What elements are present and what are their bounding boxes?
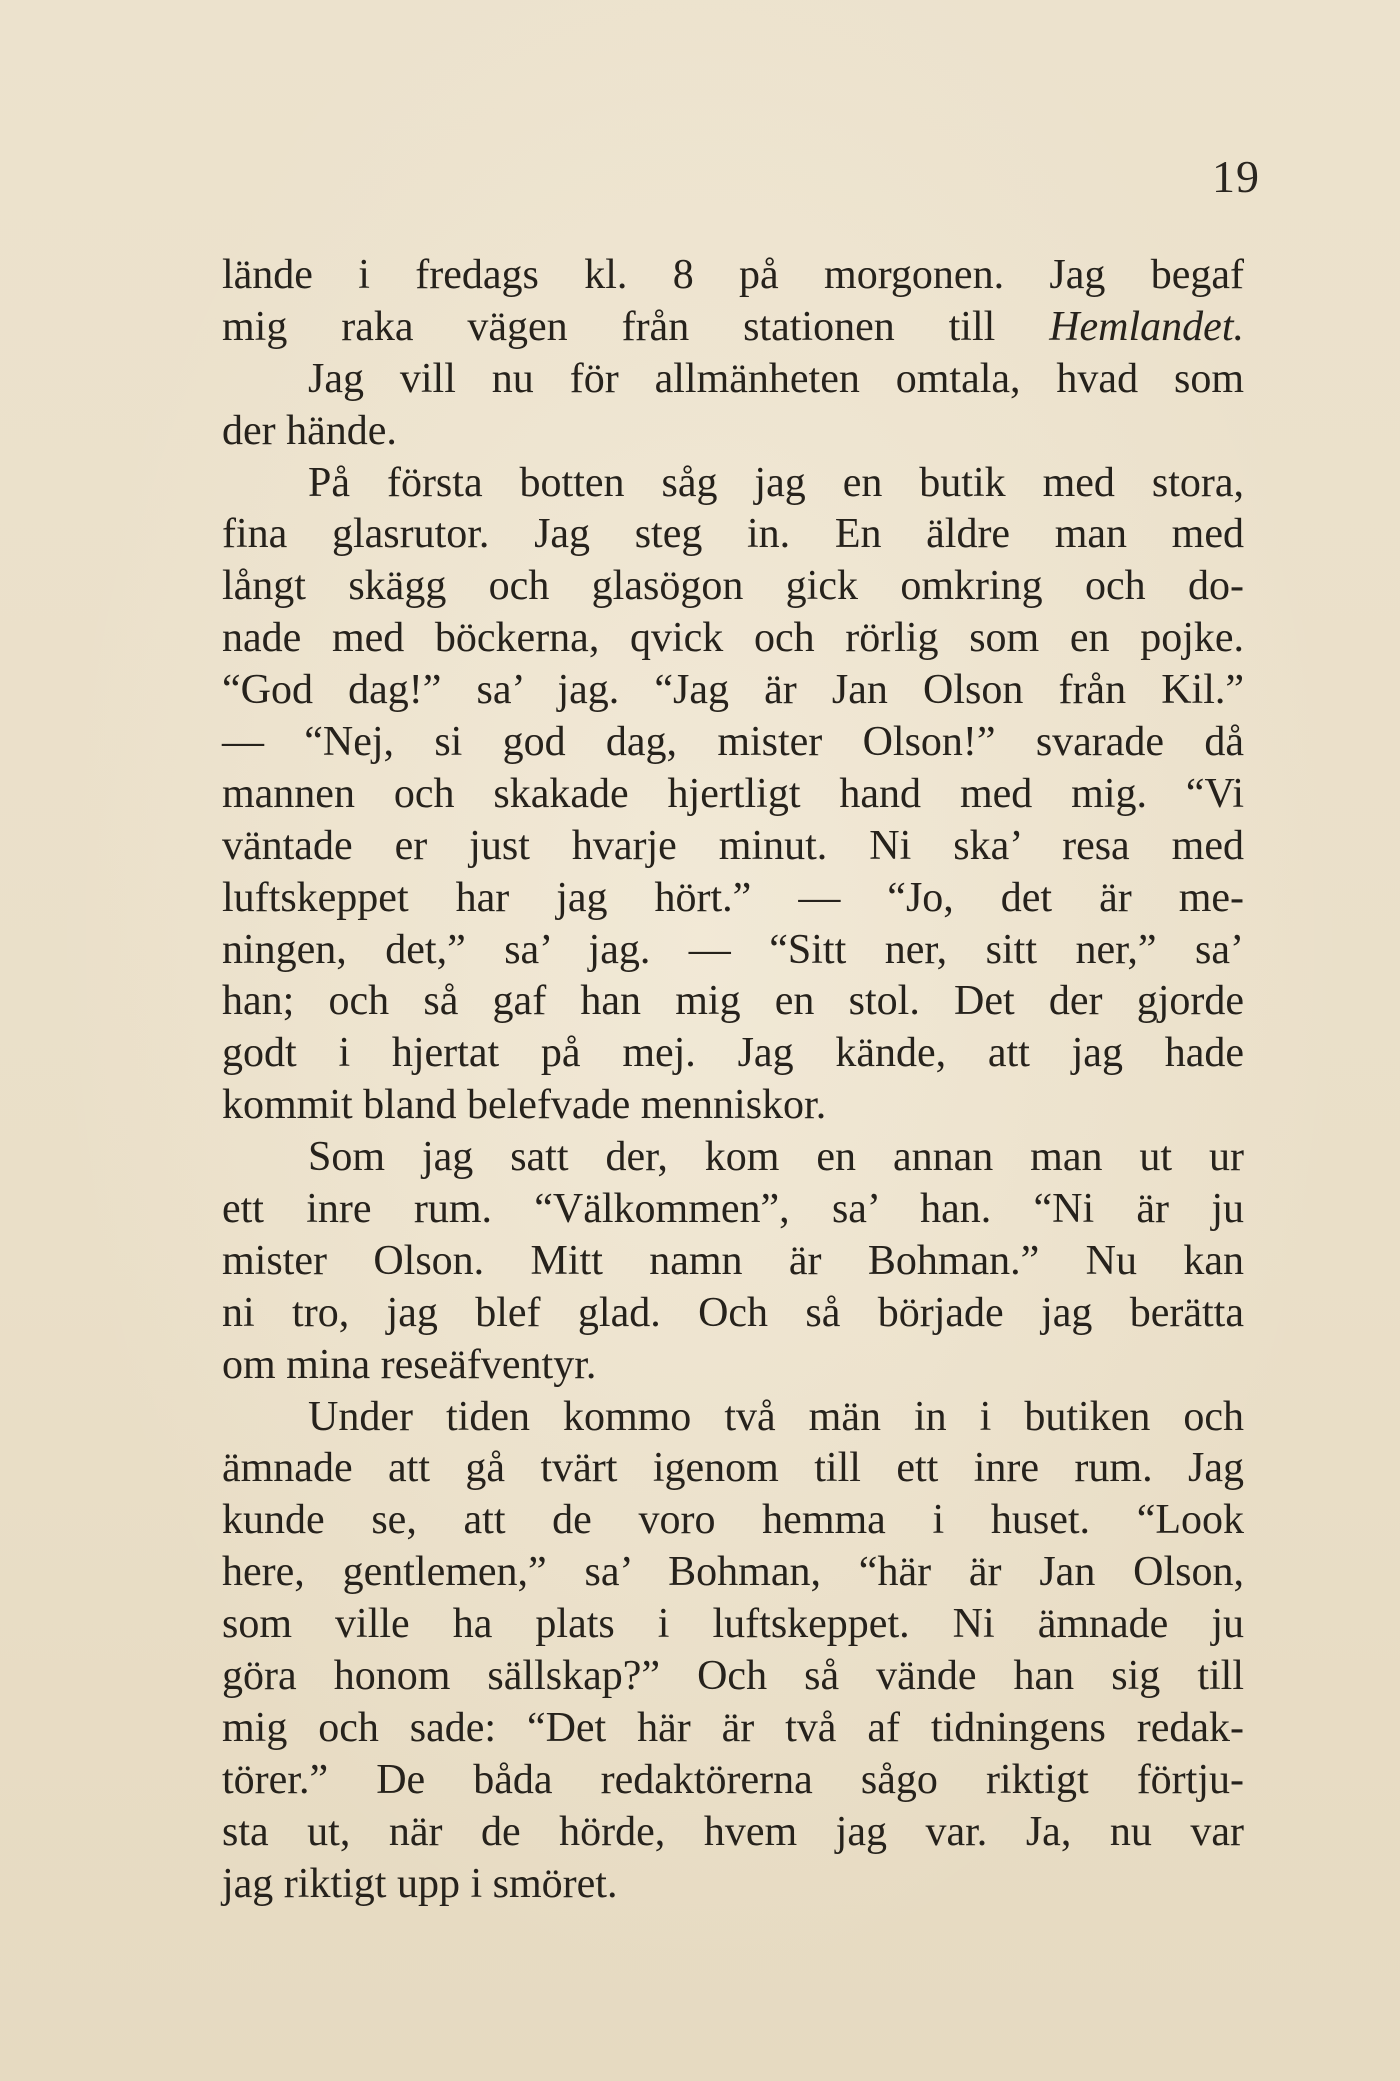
- text-line: om mina reseäfventyr.: [222, 1341, 597, 1388]
- text-line: “God dag!” sa’ jag. “Jag är Jan Olson från Kil.”: [222, 667, 1244, 714]
- text-line: jag riktigt upp i smöret.: [222, 1860, 618, 1907]
- newspaper-title: Hemlandet.: [1049, 303, 1244, 350]
- text-line: törer.” De båda redaktörerna sågo riktigt förtju-: [222, 1756, 1244, 1803]
- text-line: mister Olson. Mitt namn är Bohman.” Nu kan: [222, 1237, 1244, 1284]
- text-line: Jag vill nu för allmänheten omtala, hvad som: [308, 355, 1244, 402]
- text-line: Under tiden kommo två män in i butiken och: [308, 1393, 1244, 1440]
- text-line: [222, 302, 1244, 354]
- text-line: väntade er just hvarje minut. Ni ska’ resa med: [222, 822, 1244, 869]
- text-line: ett inre rum. “Välkommen”, sa’ han. “Ni är ju: [222, 1186, 1244, 1233]
- text-line: lände i fredags kl. 8 på morgonen. Jag begaf: [222, 252, 1244, 298]
- text-line-segment: mig raka vägen från stationen till: [222, 303, 1050, 350]
- text-line: ni tro, jag blef glad. Och så började jag berätta: [222, 1289, 1244, 1336]
- text-line: mannen och skakade hjertligt hand med mig. “Vi: [222, 770, 1244, 817]
- text-line: der hände.: [222, 407, 397, 454]
- text-line: som ville ha plats i luftskeppet. Ni ämnade ju: [222, 1601, 1244, 1648]
- text-line: sta ut, när de hörde, hvem jag var. Ja, nu var: [222, 1808, 1244, 1855]
- text-line: Som jag satt der, kom en annan man ut ur: [308, 1134, 1244, 1181]
- text-line: ämnade att gå tvärt igenom till ett inre rum. Jag: [222, 1445, 1244, 1492]
- text-line: långt skägg och glasögon gick omkring och do-: [222, 563, 1244, 610]
- text-line: kunde se, att de voro hemma i huset. “Look: [222, 1497, 1244, 1544]
- text-line: nade med böckerna, qvick och rörlig som en pojke.: [222, 615, 1244, 662]
- text-line: göra honom sällskap?” Och så vände han sig till: [222, 1653, 1244, 1700]
- text-line: fina glasrutor. Jag steg in. En äldre man med: [222, 511, 1244, 558]
- text-line: — “Nej, si god dag, mister Olson!” svarade då: [222, 719, 1244, 766]
- text-line: han; och så gaf han mig en stol. Det der gjorde: [222, 978, 1244, 1025]
- text-line: luftskeppet har jag hört.” — “Jo, det är me-: [222, 874, 1244, 921]
- page-number: 19: [1212, 151, 1260, 202]
- text-line: mig och sade: “Det här är två af tidningens redak-: [222, 1704, 1244, 1751]
- body-text: [222, 250, 1244, 1911]
- text-line: ningen, det,” sa’ jag. — “Sitt ner, sitt ner,” sa’: [222, 926, 1244, 973]
- text-line: here, gentlemen,” sa’ Bohman, “här är Jan Olson,: [222, 1549, 1244, 1596]
- text-line: kommit bland belefvade menniskor.: [222, 1082, 827, 1129]
- text-line: godt i hjertat på mej. Jag kände, att jag hade: [222, 1030, 1244, 1077]
- text-line: På första botten såg jag en butik med stora,: [308, 459, 1244, 506]
